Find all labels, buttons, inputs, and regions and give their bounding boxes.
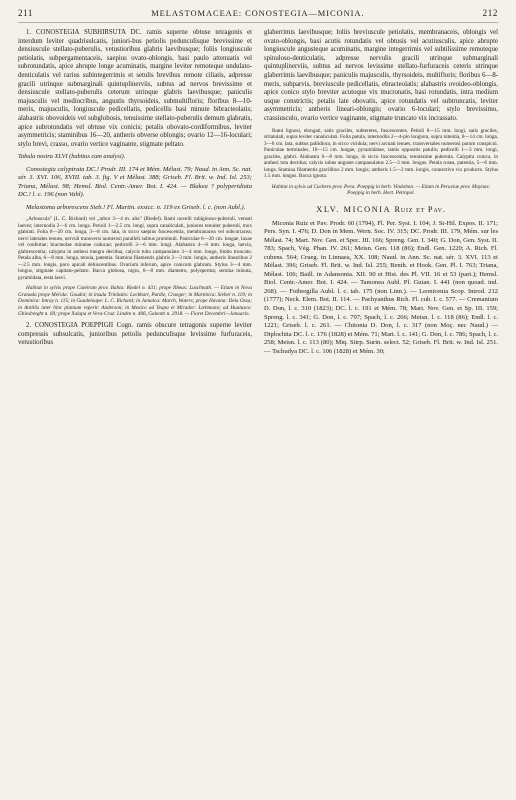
genus-name: XLV. MICONIA xyxy=(316,204,391,214)
species-2-continuation: glaberrimis laevibusque; foliis breviuscule petiolatis, membranaceis, oblongis vel ovato-oblongis, basi acutis rotundatis vel obtusis vel acutiusculis, apice abrupte longiuscule angusteque acuminatis, margine integerrimis vel subtilissime remoteque spinuloso-denticulatis, adpresse nervulis gracili utrinque submarginali quintuplinerviis, subtus ad nervos levissime stellato-furfuraceis ceteris utrinque glaberrimis laevibusque; paniculis majusculis, thyrsoideis, multifloris; floribus 6—8-meris, subparvis, breviuscule pedicellatis, ebracteolatis; alabastris ovoideo-oblongis, apice conico stylo breviter acutoque vix mucronatis, basi rotundatis, intra medium usque constrictis; petalis late obovatis, apice rotundatis vel subtruncatis, leviter asymmetricis; antheris lineari-oblongis; ovario 6-loculari; stylo brevissimo, crassiusculo, ovario vertice vaginante, stigmate truncato vix incrassato. xyxy=(264,29,498,122)
table-reference: Tabula nostra XLVI (habitus cum analysi). xyxy=(18,153,126,161)
synonymy-2: Melastoma arborescens Sieb.! Fl. Martin. exsicc. n. 119 ex Griseb. l. c. (non Aubl.). xyxy=(26,203,246,211)
genus-bibliography: Miconia Ruiz et Pav. Prodr. 60 (1794), Fl. Per. Syst. I. 104; J. St-Hil. Expos. II. 171; Pers. Syn. I. 476; D. Don in Mem. Wern. Soc. IV. 315; DC. Prodr. III. 179, Mém. sur les Mélast. 74; Mart. Nov. Gen. et Spec. III. 166; Spreng. Gen. I. 340; G. Don, Gen. Syst. II. 783; Spach, Vég. Phan. IV. 261; Meisn. Gen. 118 (86); Endl. Gen. 1220; A. Rich. Fl. cubens. 564; Crueg. in Linnaea, XX. 108; Naud. in Ann. Sc. nat. sér. 3. XVI. 113 et Mélast. 396; Griseb. Fl. Brit. w. Ind. Isl. 255; Benth. et Hook. Gen. Pl. I. 763; Triana, Mélast. 106; Baill. in Adansonia. XII. 90 et Hist. des Pl. VII. 16 et 53 (part.); Hemsl. Biol. Centr.-Amer. Bot. I. 424. — Tamonea Aubl. Pl. Guian. I. 441 (non quoad. ind. 268). — Fothergilla Aubl. l. c. tab. 175 (non Linn.). — Leonicenia Scop. Introd. 212 (1777); Neck. Elem. Bot. II. 114. — Pachyanthus Rich. Fl. cub. I. c. 577. — Cremanium D. Don, l. c. 310 (1823); DC. l. c. 191 et Mém. 78; Mart. Nov. Gen. et Sp. III. 159; Spreng. l. c. 341; G. Don, l. c. 797; Spach, l. c. 266; Meisn. l. c. 118 (86); Endl. l. c. 1221; Griseb. l. c. 261. — Chitonia D. Don, l. c. 317 (non Moç. nec Naud.) — Diplochita DC. l. c. 176 (1828) et Mém. 71; Mart. l. c. 141; G. Don, l. c. 786; Spach, l. c. 258; Meisn. l. c. 113 (80); Miq. Stirp. Surin. select. 52; Griseb. Fl. Brit. w. Ind. Isl. 251. — Tschudya DC. l. c. 106 (1828) et Mém. 30; xyxy=(264,219,498,355)
page-number-left: 211 xyxy=(18,8,33,18)
species-2-details: Rami lignosi, elongati, satis graciles, subteretes, fuscescentes. Petioli 8—15 mm. longi, satis graciles, striatulati, supra leviter canaliculati. Folia patula, internodiis 2—4-plo longiora, supra nitentia, 8—14 cm. longa, 3—6 cm. lata, subtus pallidiora, in sicco viridula; nervi arcuati tenues, transversales numerosi parum conspicui. Paniculae terminales, 10—15 cm. longae, pyramidatae, ramis oppositis patulis; pedicelli 1—3 mm. longi, graciles, glabri. Alabastra 6—8 mm. longa, in sicco fuscescentia, tenuissime puberula. Calyptra conica, in anthesi tota decidua; calycis tubus anguste campanulatus 2.5—3 mm. longus. Petala rosea, patentia, 5—6 mm. longa. Stamina filamentis gracilibus 2 mm. longis; antheris 1.5—2 mm. longis, connectivo vix producto. Stylus 1.5 mm. longus. Bacca ignota. xyxy=(264,127,498,180)
page-number-right: 212 xyxy=(482,8,498,18)
left-column xyxy=(18,29,252,793)
species-2-description: 2. CONOSTEGIA POEPPIGII Cogn. ramis obscure tetragonis superne leviter compressis subsulcatis, junioribus petiolis pedunculisque levissime furfuraceis, vetustioribus xyxy=(18,321,252,347)
species-2-habitat: Habitat in sylvis ad Cuchero prov. Peru: Poeppig in herb. Vindobon. — Etiam in Peruviae prov. Maynas: Poeppig in herb. Hort. Petropol. xyxy=(271,183,491,197)
species-1-description: 1. CONOSTEGIA SUBHIRSUTA DC. ramis superne obtuse tetragonis et interdum leviter quadrisulcatis, juniori-bus petiolis pedunculisque brevissime et densiuscule stellato-puberulis, vetustioribus glabris laevibusque; foliis longiuscule petiolatis, subpergamentaceis, saepius ovato-oblongis, basi paulo attenuatis vel subrotundatis, apice abrupte longe acuminatis, margine leviter remoteque undulato-denticulatis vel rarius subintegerrimis et setulis brevibus remote ciliatis, adpresse gracili utrinque submarginali quintuplinerviis, subtus ad nervos brevissime et densiuscule stellato-puberulis ceterum utrinque glabris laevibusque; paniculis majusculis vel mediocribus, angustis thyrsoideis, submultifloris; floribus 8—10-meris, majusculis, longiuscule pedicellatis, pedicellis basi minute bibracteolatis; alabastris obovoideis vel subglobosis, tenuissime stellato-puberulis demum glabratis, apice subrotundatis vel obtuse vix conicis; petalis obovato-cordiformibus, leviter asymmetricis; staminibus 16—20, antheris obverse oblongis; ovario 12—16-loculari; stylo brevi, crasso, ovario vertice vaginante, stigmate peltato. xyxy=(18,29,252,148)
running-title: MELASTOMACEAE: CONOSTEGIA—MICONIA. xyxy=(151,8,365,18)
genus-authority: Ruiz et Pav. xyxy=(394,204,446,214)
running-header xyxy=(18,8,498,23)
right-column xyxy=(264,29,498,793)
genus-heading xyxy=(264,205,498,214)
two-column-body xyxy=(18,29,498,793)
species-1-details: „Arbuscula" (L. C. Richard) vel „arbor 3—4 m. alta" (Riedel). Rami novelli rubiginoso-puberuli, vetusti laeves; internodia 2—6 cm. longa. Petioli 1—2.5 cm. longi, supra canaliculati, juniores tenuiter puberuli, mox glabrati. Folia 8—20 cm. longa, 3—8 cm. lata, in sicco saepius fuscescentia, membranacea vel subcoriacea; nervi laterales tenues, nervuli transversi numerosi paralleli subtus prominuli. Paniculae 6—20 cm. longae, laxae vel confertae; bracteolae minutae caducae; pedicelli 2—6 mm. longi. Alabastra 4—6 mm. longa, laevia, glabrescentia; calyptra in anthesi integra decidua, calycis tubo campanulato 3—4 mm. longo, limbo truncato. Petala alba, 6—8 mm. longa, tenuia, patentia. Stamina filamentis glabris 2—3 mm. longis, antheris linearibus 2—2.5 mm. longis, poro apicali dehiscentibus. Ovarium inferum, apice conicum glabrum. Stylus 3—4 mm. longus, stigmate capitato-peltato. Bacca globosa, nigra, 6—8 mm. diametro, polysperma; semina minuta, pyramidata, testa laevi. xyxy=(18,216,252,281)
species-1-habitat: Habitat in sylvis prope Caieiram prov. Bahia: Riedel n. 431; prope Ilheus: Luschnath. — Etiam in Nova Granada prope Mérida: Goudot; in insula Trinitatis: Lockhart, Purdie, Crueger; in Martinica: Sieber n. 119; in Dominica: Imray n. 115; in Guadeloupe: L. C. Richard; in Jamaica: March, Waters; prope Havana: Dela Ossa; in Antillis inter hinc plantam reperit: Anderson; in Mexico ad Teapa et Mirador: Liebmann; ad Huatusco: Ghiesbreght n. 69; prope Xalapa et Vera-Cruz: Linden n. 406, Galeotti n. 2918. — Floret Decembri—Januario. xyxy=(18,285,252,318)
synonymy-1: Conostegia calyptrata DC.! Prodr. III. 174 et Mém. Mélast. 79; Naud. in Ann. Sc. nat. sér. 3. XVI. 106, XVIII. tab. 3. fig. V et Mélast. 388; Griseb. Fl. Brit. w. Ind. Isl. 253; Triana, Mélast. 98; Hemsl. Biol. Centr.-Amer. Bot. I. 424. — Blakea ? polyperidiata DC.! l. c. 196 (non Vahl). xyxy=(18,165,252,199)
